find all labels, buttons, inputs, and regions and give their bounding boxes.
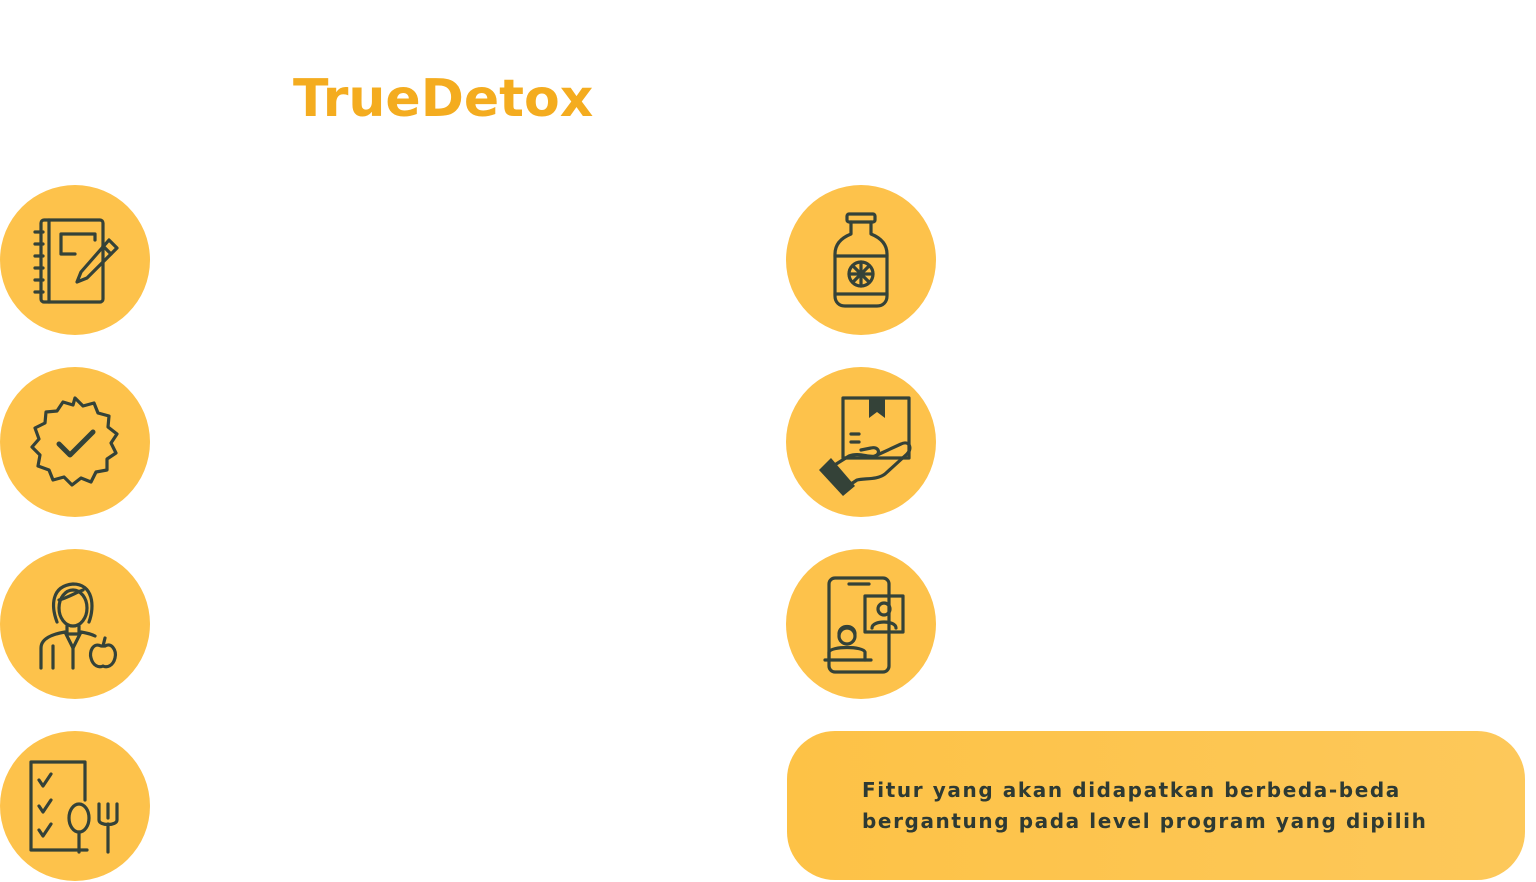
program-level-note <box>787 731 1525 880</box>
feature-notebook <box>0 185 150 335</box>
feature-meal-plan <box>0 731 150 881</box>
video-call-phone-icon <box>813 576 909 672</box>
meal-checklist-icon <box>27 758 123 854</box>
note-line-1: Fitur yang akan didapatkan berbeda-beda <box>862 778 1401 802</box>
notebook-pencil-icon <box>27 212 123 308</box>
hand-package-icon <box>813 394 909 490</box>
juice-bottle-icon <box>813 212 909 308</box>
nutritionist-icon <box>27 576 123 672</box>
feature-verified <box>0 367 150 517</box>
feature-juice <box>786 185 936 335</box>
note-line-2: bergantung pada level program yang dipilih <box>862 809 1428 833</box>
feature-delivery <box>786 367 936 517</box>
verified-badge-icon <box>27 394 123 490</box>
page-title: TrueDetox <box>293 69 594 129</box>
feature-consultation <box>786 549 936 699</box>
feature-nutritionist <box>0 549 150 699</box>
